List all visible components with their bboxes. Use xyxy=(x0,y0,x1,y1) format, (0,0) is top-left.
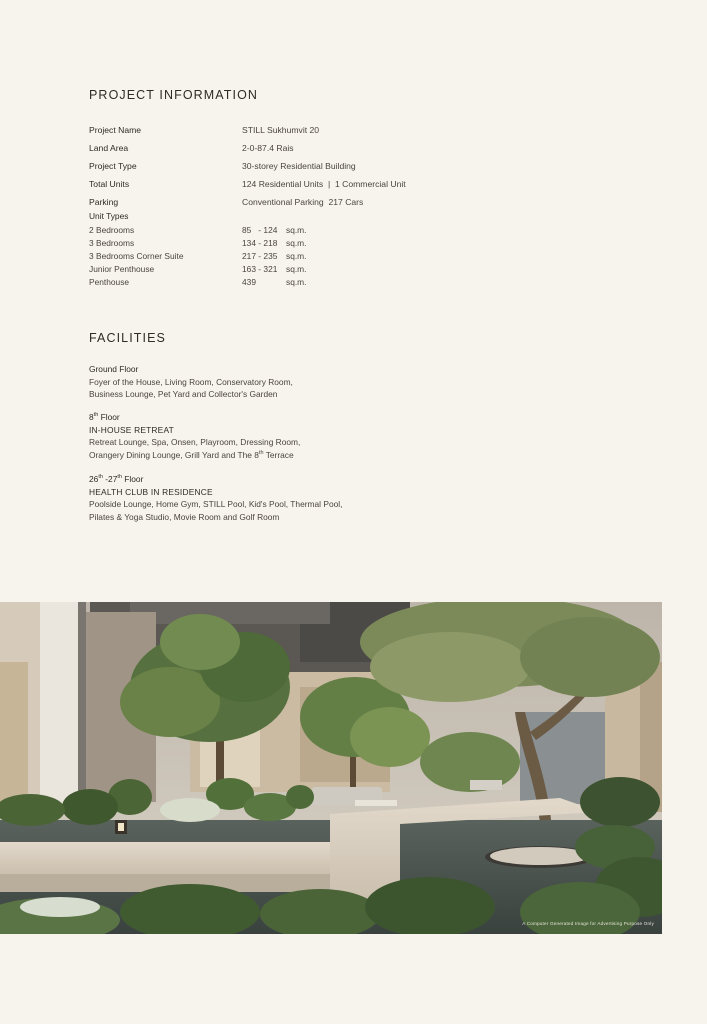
facility-description: Poolside Lounge, Home Gym, STILL Pool, Kid's Pool, Thermal Pool, xyxy=(89,499,343,510)
info-row-parking xyxy=(89,193,509,211)
info-value: Conventional Parking 217 Cars xyxy=(242,197,364,207)
project-info-table xyxy=(89,121,509,211)
facility-subtitle: IN-HOUSE RETREAT xyxy=(89,424,174,435)
facility-subtitle: HEALTH CLUB IN RESIDENCE xyxy=(89,486,213,497)
unit-name: Junior Penthouse xyxy=(89,263,155,274)
unit-row xyxy=(89,275,306,288)
facility-8th-floor xyxy=(89,411,409,461)
unit-types-block xyxy=(89,211,306,288)
facility-description: Foyer of the House, Living Room, Conservatory Room, xyxy=(89,376,293,387)
info-key: Parking xyxy=(89,197,119,207)
unit-name: 3 Bedrooms Corner Suite xyxy=(89,250,184,261)
info-key: Land Area xyxy=(89,143,129,153)
facility-description: Pilates & Yoga Studio, Movie Room and Golf Room xyxy=(89,511,280,522)
unit-measure: sq.m. xyxy=(286,225,307,236)
unit-range: 134 - 218 xyxy=(242,238,278,249)
unit-name: Penthouse xyxy=(89,276,130,287)
unit-types-heading: Unit Types xyxy=(89,211,129,221)
unit-row xyxy=(89,262,306,275)
unit-name: 3 Bedrooms xyxy=(89,238,135,249)
unit-measure: sq.m. xyxy=(286,263,307,274)
facility-floor-label: 26th -27th Floor xyxy=(89,474,144,484)
unit-measure: sq.m. xyxy=(286,276,307,287)
info-value: STILL Sukhumvit 20 xyxy=(242,125,320,135)
garden-rendering-image xyxy=(0,602,662,934)
facilities-title: FACILITIES xyxy=(89,331,166,345)
info-row-project-type xyxy=(89,157,509,175)
unit-name: 2 Bedrooms xyxy=(89,225,135,236)
project-information-title: PROJECT INFORMATION xyxy=(89,88,259,102)
unit-range: 163 - 321 xyxy=(242,263,278,274)
garden-illustration xyxy=(0,602,662,934)
info-key: Total Units xyxy=(89,179,130,189)
facility-26-27th-floor xyxy=(89,473,409,523)
facility-floor-label: 8th Floor xyxy=(89,412,120,422)
unit-range: 439 xyxy=(242,276,256,287)
info-value: 124 Residential Units | 1 Commercial Unit xyxy=(242,179,406,189)
info-row-land-area xyxy=(89,139,509,157)
image-caption: A Computer Generated Image for Advertising Purpose Only xyxy=(522,921,654,926)
info-row-project-name xyxy=(89,121,509,139)
unit-measure: sq.m. xyxy=(286,250,307,261)
info-key: Project Type xyxy=(89,161,137,171)
facility-description: Orangery Dining Lounge, Grill Yard and The 8th Terrace xyxy=(89,449,294,460)
unit-row xyxy=(89,224,306,237)
unit-measure: sq.m. xyxy=(286,238,307,249)
facility-description: Business Lounge, Pet Yard and Collector's Garden xyxy=(89,389,278,400)
facility-floor-label: Ground Floor xyxy=(89,364,139,374)
info-value: 2-0-87.4 Rais xyxy=(242,143,294,153)
facility-description: Retreat Lounge, Spa, Onsen, Playroom, Dressing Room, xyxy=(89,437,301,448)
info-value: 30-storey Residential Building xyxy=(242,161,356,171)
unit-range: 85 - 124 xyxy=(242,225,278,236)
info-row-total-units xyxy=(89,175,509,193)
unit-row xyxy=(89,237,306,250)
unit-range: 217 - 235 xyxy=(242,250,278,261)
unit-row xyxy=(89,250,306,263)
info-key: Project Name xyxy=(89,125,142,135)
facility-ground-floor xyxy=(89,363,409,401)
